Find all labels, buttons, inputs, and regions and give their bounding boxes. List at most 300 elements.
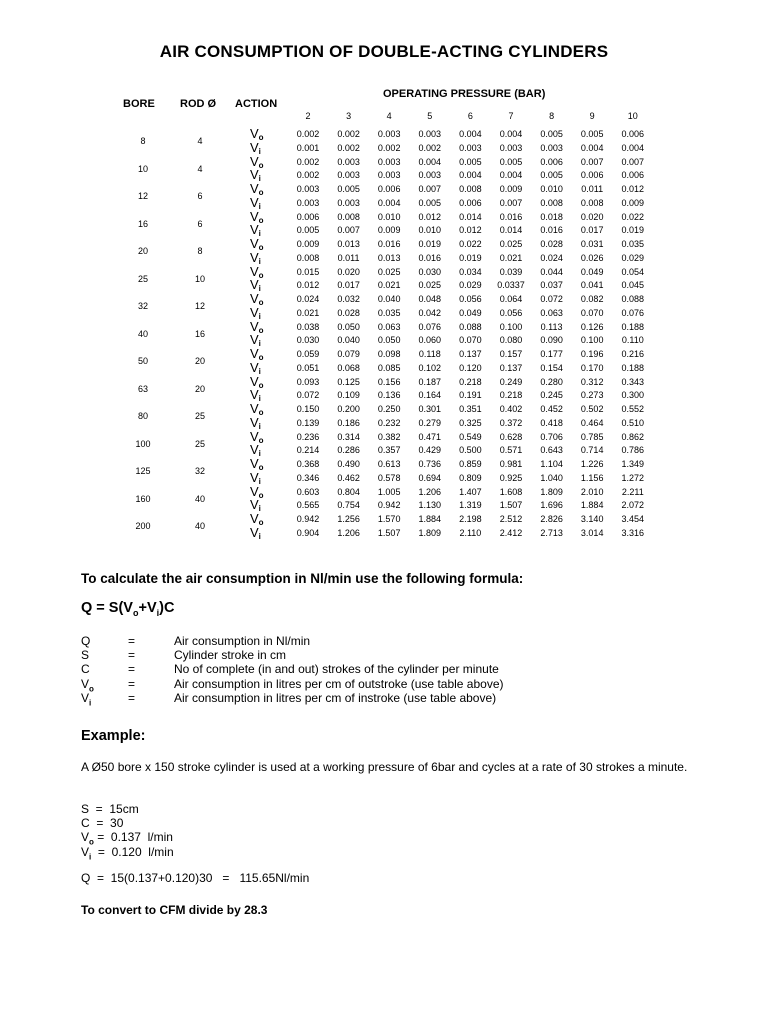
table-cell: 0.025 bbox=[418, 280, 442, 291]
instroke-row bbox=[250, 526, 670, 540]
table-cell: 0.004 bbox=[377, 197, 401, 208]
rod-cell: 40 bbox=[194, 521, 205, 531]
table-cell: 1.156 bbox=[580, 472, 604, 483]
example-symbol: S bbox=[81, 802, 90, 816]
table-cell: 0.603 bbox=[296, 486, 320, 497]
table-cell: 0.038 bbox=[296, 321, 320, 332]
table-cell: 0.002 bbox=[377, 142, 401, 153]
table-cell: 0.021 bbox=[499, 252, 523, 263]
formula bbox=[81, 600, 174, 618]
bore-cell: 63 bbox=[137, 383, 148, 394]
action-sub: o bbox=[258, 215, 264, 225]
bore-cell: 80 bbox=[137, 411, 148, 421]
example-subscript: o bbox=[89, 837, 94, 847]
table-cell: 0.010 bbox=[418, 225, 442, 236]
example-symbol: V bbox=[81, 830, 90, 845]
table-cell: 0.054 bbox=[621, 266, 645, 277]
table-cell: 0.003 bbox=[377, 129, 401, 139]
table-cell: 1.809 bbox=[418, 527, 442, 538]
table-cell: 0.001 bbox=[296, 142, 320, 153]
table-cell: 1.040 bbox=[540, 472, 563, 483]
action-sub: i bbox=[258, 531, 261, 541]
table-row-group bbox=[120, 265, 660, 293]
example-symbol: V bbox=[81, 844, 90, 859]
table-cell: 0.004 bbox=[499, 170, 523, 181]
table-cell: 0.003 bbox=[337, 170, 360, 181]
table-cell: 0.170 bbox=[580, 362, 604, 373]
table-cell: 0.754 bbox=[337, 500, 360, 511]
definition-letter: Q bbox=[81, 634, 91, 648]
table-cell: 0.040 bbox=[377, 294, 401, 304]
table-cell: 0.040 bbox=[337, 335, 360, 346]
formula-suffix: )C bbox=[159, 600, 175, 616]
table-row-group bbox=[120, 237, 660, 265]
table-cell: 0.088 bbox=[621, 294, 645, 304]
outstroke-row bbox=[250, 402, 670, 416]
bore-cell: 16 bbox=[137, 218, 148, 229]
bore-cell: 10 bbox=[137, 163, 148, 174]
table-cell: 0.164 bbox=[418, 390, 442, 401]
table-cell: 0.120 bbox=[459, 362, 482, 373]
table-cell: 0.007 bbox=[418, 184, 442, 194]
table-cell: 0.003 bbox=[337, 197, 360, 208]
example-text: A Ø50 bore x 150 stroke cylinder is used at a working pressure of 6bar and cycles at a rate of 30 strokes a minute. bbox=[81, 760, 688, 774]
action-v: V bbox=[250, 359, 259, 375]
table-cell: 1.809 bbox=[540, 486, 563, 497]
table-cell: 0.021 bbox=[377, 280, 401, 291]
table-cell: 0.024 bbox=[296, 294, 320, 304]
table-cell: 0.156 bbox=[377, 376, 401, 387]
table-cell: 0.070 bbox=[459, 335, 482, 346]
table-cell: 0.188 bbox=[621, 321, 645, 332]
instroke-row bbox=[250, 168, 670, 182]
table-cell: 3.316 bbox=[621, 527, 645, 538]
table-cell: 0.051 bbox=[296, 362, 320, 373]
table-cell: 0.312 bbox=[580, 376, 604, 387]
table-cell: 0.088 bbox=[459, 321, 482, 332]
table-cell: 0.200 bbox=[337, 404, 360, 414]
action-v: V bbox=[250, 153, 259, 169]
table-cell: 0.030 bbox=[296, 335, 320, 346]
bore-cell: 8 bbox=[140, 136, 146, 146]
example-value-text: = 30 bbox=[89, 816, 124, 831]
pressure-value-10: 10 bbox=[627, 111, 638, 121]
table-cell: 0.002 bbox=[296, 129, 320, 139]
table-cell: 0.177 bbox=[540, 349, 563, 359]
table-cell: 0.109 bbox=[337, 390, 360, 401]
table-cell: 0.050 bbox=[377, 335, 401, 346]
table-cell: 0.925 bbox=[499, 472, 523, 483]
table-cell: 0.249 bbox=[499, 376, 523, 387]
table-cell: 0.007 bbox=[580, 156, 604, 167]
table-cell: 0.250 bbox=[377, 404, 401, 414]
action-v: V bbox=[250, 483, 259, 499]
table-cell: 0.154 bbox=[540, 362, 563, 373]
table-cell: 0.006 bbox=[296, 211, 320, 222]
table-cell: 0.050 bbox=[337, 321, 360, 332]
table-cell: 0.037 bbox=[540, 280, 563, 291]
table-cell: 1.884 bbox=[418, 514, 442, 524]
table-row-group bbox=[120, 402, 660, 430]
table-cell: 2.110 bbox=[459, 527, 482, 538]
table-cell: 0.072 bbox=[296, 390, 320, 401]
table-cell: 0.859 bbox=[459, 459, 482, 469]
table-cell: 0.008 bbox=[459, 184, 482, 194]
table-cell: 0.012 bbox=[418, 211, 442, 222]
table-cell: 0.003 bbox=[296, 184, 320, 194]
table-cell: 0.049 bbox=[580, 266, 604, 277]
table-cell: 0.351 bbox=[459, 404, 482, 414]
definition-subscript: i bbox=[89, 698, 92, 708]
table-cell: 0.628 bbox=[499, 431, 523, 442]
outstroke-row bbox=[250, 237, 670, 251]
table-cell: 0.006 bbox=[621, 129, 645, 139]
table-cell: 0.136 bbox=[377, 390, 401, 401]
action-sub: o bbox=[258, 243, 264, 252]
outstroke-row bbox=[250, 265, 670, 279]
table-cell: 0.008 bbox=[540, 197, 563, 208]
table-cell: 0.126 bbox=[580, 321, 604, 332]
table-cell: 0.015 bbox=[296, 266, 320, 277]
table-row-group bbox=[120, 512, 660, 540]
table-cell: 0.003 bbox=[377, 170, 401, 181]
table-cell: 0.063 bbox=[540, 307, 563, 318]
pressure-value-4: 4 bbox=[386, 111, 392, 121]
table-cell: 0.005 bbox=[540, 129, 563, 139]
action-v: V bbox=[250, 208, 259, 224]
table-cell: 1.507 bbox=[377, 527, 401, 538]
table-cell: 0.041 bbox=[580, 280, 604, 291]
table-cell: 0.0337 bbox=[497, 280, 525, 291]
table-cell: 0.007 bbox=[499, 197, 523, 208]
instroke-row bbox=[250, 251, 670, 265]
table-cell: 0.714 bbox=[580, 445, 604, 456]
table-cell: 0.137 bbox=[499, 362, 523, 373]
table-cell: 0.343 bbox=[621, 376, 645, 387]
action-sub: o bbox=[258, 435, 264, 445]
action-v: V bbox=[250, 469, 259, 485]
definition-equals: = bbox=[128, 648, 136, 663]
table-cell: 0.809 bbox=[459, 472, 482, 483]
action-v: V bbox=[250, 332, 259, 348]
table-cell: 0.013 bbox=[337, 239, 360, 249]
table-cell: 0.002 bbox=[296, 170, 320, 181]
table-cell: 0.030 bbox=[418, 266, 442, 277]
rod-cell: 10 bbox=[194, 273, 205, 284]
table-cell: 0.862 bbox=[621, 431, 645, 442]
pressure-value-2: 2 bbox=[305, 111, 311, 121]
table-cell: 0.736 bbox=[418, 459, 442, 469]
definition-letter: V bbox=[81, 676, 90, 691]
table-cell: 0.060 bbox=[418, 335, 442, 346]
table-cell: 0.032 bbox=[337, 294, 360, 304]
instroke-row bbox=[250, 471, 670, 485]
table-row-group bbox=[120, 127, 660, 155]
table-cell: 3.140 bbox=[580, 514, 604, 524]
action-v: V bbox=[250, 497, 259, 513]
bore-cell: 50 bbox=[137, 356, 148, 366]
example-heading: Example: bbox=[81, 728, 146, 744]
table-cell: 0.125 bbox=[337, 376, 360, 387]
table-cell: 0.218 bbox=[459, 376, 482, 387]
formula-sub-i: i bbox=[156, 607, 160, 618]
table-cell: 0.006 bbox=[459, 197, 482, 208]
rod-cell: 32 bbox=[194, 466, 205, 476]
table-cell: 2.412 bbox=[499, 527, 523, 538]
table-cell: 0.028 bbox=[540, 239, 563, 249]
table-cell: 1.407 bbox=[459, 486, 482, 497]
outstroke-row bbox=[250, 457, 670, 471]
consumption-table bbox=[120, 127, 660, 540]
table-cell: 0.076 bbox=[418, 321, 442, 332]
table-row-group bbox=[120, 210, 660, 238]
table-cell: 0.003 bbox=[418, 170, 442, 181]
table-cell: 0.010 bbox=[377, 211, 401, 222]
table-cell: 0.005 bbox=[580, 129, 604, 139]
outstroke-row bbox=[250, 292, 670, 306]
table-cell: 0.280 bbox=[540, 376, 563, 387]
table-cell: 0.016 bbox=[377, 239, 401, 249]
example-value-text: = 0.120 l/min bbox=[91, 844, 174, 859]
table-cell: 0.020 bbox=[580, 211, 604, 222]
table-cell: 0.009 bbox=[621, 197, 645, 208]
table-cell: 0.273 bbox=[580, 390, 604, 401]
action-sub: i bbox=[258, 504, 261, 514]
instroke-row bbox=[250, 443, 670, 457]
example-values bbox=[81, 802, 174, 859]
table-row-group bbox=[120, 292, 660, 320]
outstroke-row bbox=[250, 375, 670, 389]
table-cell: 0.785 bbox=[580, 431, 604, 442]
table-cell: 0.429 bbox=[418, 445, 442, 456]
table-cell: 0.245 bbox=[540, 390, 563, 401]
table-cell: 0.011 bbox=[337, 252, 360, 263]
definition-equals: = bbox=[128, 634, 136, 648]
definition-text: Air consumption in litres per cm of outstroke (use table above) bbox=[174, 676, 504, 691]
table-cell: 1.884 bbox=[580, 500, 604, 511]
table-cell: 0.187 bbox=[418, 376, 442, 387]
action-v: V bbox=[250, 236, 259, 251]
table-cell: 0.005 bbox=[337, 184, 360, 194]
action-sub: i bbox=[258, 201, 261, 211]
table-cell: 1.005 bbox=[377, 486, 401, 497]
table-row-group bbox=[120, 155, 660, 183]
table-cell: 0.010 bbox=[540, 184, 563, 194]
table-cell: 0.300 bbox=[621, 390, 645, 401]
action-v: V bbox=[250, 249, 259, 265]
rod-cell: 40 bbox=[194, 493, 205, 504]
table-cell: 0.006 bbox=[540, 156, 563, 167]
table-cell: 0.048 bbox=[418, 294, 442, 304]
action-v: V bbox=[250, 167, 259, 183]
rod-cell: 25 bbox=[194, 411, 205, 421]
action-v: V bbox=[250, 291, 259, 306]
table-cell: 0.008 bbox=[337, 211, 360, 222]
action-v: V bbox=[250, 456, 259, 471]
table-cell: 0.418 bbox=[540, 417, 563, 428]
table-cell: 0.006 bbox=[377, 184, 401, 194]
table-cell: 0.070 bbox=[580, 307, 604, 318]
table-cell: 1.570 bbox=[377, 514, 401, 524]
table-cell: 3.454 bbox=[621, 514, 645, 524]
action-v: V bbox=[250, 442, 259, 458]
table-cell: 0.009 bbox=[296, 239, 320, 249]
table-cell: 2.826 bbox=[540, 514, 563, 524]
rod-cell: 16 bbox=[194, 328, 205, 339]
action-v: V bbox=[250, 263, 259, 279]
bore-cell: 160 bbox=[135, 493, 151, 504]
table-cell: 2.198 bbox=[459, 514, 482, 524]
action-sub: o bbox=[258, 298, 264, 307]
table-cell: 0.981 bbox=[499, 459, 523, 469]
action-sub: o bbox=[258, 188, 264, 197]
action-sub: i bbox=[258, 229, 261, 239]
table-cell: 0.113 bbox=[540, 321, 563, 332]
table-cell: 0.102 bbox=[418, 362, 442, 373]
pressure-value-7: 7 bbox=[508, 111, 514, 121]
action-sub: i bbox=[258, 311, 261, 321]
action-v: V bbox=[250, 387, 259, 403]
action-v: V bbox=[250, 318, 259, 334]
definition-subscript: o bbox=[89, 683, 94, 693]
table-cell: 0.045 bbox=[621, 280, 645, 291]
outstroke-row bbox=[250, 210, 670, 224]
table-cell: 0.009 bbox=[377, 225, 401, 236]
table-cell: 0.025 bbox=[377, 266, 401, 277]
table-cell: 0.490 bbox=[337, 459, 360, 469]
table-cell: 0.021 bbox=[296, 307, 320, 318]
rod-cell: 6 bbox=[197, 191, 203, 201]
table-cell: 0.031 bbox=[580, 239, 604, 249]
action-sub: o bbox=[258, 490, 264, 500]
bore-cell: 125 bbox=[135, 466, 151, 476]
instroke-row bbox=[250, 416, 670, 430]
rod-cell: 4 bbox=[197, 136, 203, 146]
table-cell: 0.009 bbox=[499, 184, 523, 194]
table-cell: 0.059 bbox=[296, 349, 320, 359]
action-v: V bbox=[250, 414, 259, 430]
table-cell: 0.137 bbox=[459, 349, 482, 359]
instroke-row bbox=[250, 196, 670, 210]
outstroke-row bbox=[250, 155, 670, 169]
table-cell: 0.186 bbox=[337, 417, 360, 428]
table-cell: 0.049 bbox=[459, 307, 482, 318]
table-cell: 0.008 bbox=[580, 197, 604, 208]
rod-cell: 25 bbox=[194, 438, 205, 449]
table-cell: 0.098 bbox=[377, 349, 401, 359]
table-cell: 0.063 bbox=[377, 321, 401, 332]
action-header: ACTION bbox=[235, 98, 278, 110]
action-sub: i bbox=[258, 449, 261, 459]
definition-text: Air consumption in Nl/min bbox=[174, 634, 311, 648]
table-cell: 0.028 bbox=[337, 307, 360, 318]
table-cell: 0.694 bbox=[418, 472, 442, 483]
table-cell: 1.319 bbox=[459, 500, 482, 511]
table-cell: 0.500 bbox=[459, 445, 482, 456]
rod-cell: 20 bbox=[194, 356, 205, 366]
table-cell: 0.019 bbox=[418, 239, 442, 249]
table-cell: 0.464 bbox=[580, 417, 604, 428]
rod-header: ROD Ø bbox=[180, 98, 217, 110]
outstroke-row bbox=[250, 320, 670, 334]
bore-cell: 20 bbox=[137, 246, 148, 256]
table-cell: 0.004 bbox=[418, 156, 442, 167]
pressure-header: OPERATING PRESSURE (BAR) bbox=[383, 88, 546, 100]
table-cell: 0.002 bbox=[296, 156, 320, 167]
pressure-value-8: 8 bbox=[549, 111, 555, 121]
table-cell: 2.010 bbox=[580, 486, 604, 497]
table-cell: 0.110 bbox=[621, 335, 644, 346]
action-v: V bbox=[250, 139, 259, 155]
table-cell: 0.286 bbox=[337, 445, 360, 456]
table-cell: 0.216 bbox=[621, 349, 645, 359]
table-cell: 1.507 bbox=[499, 500, 523, 511]
example-value-row bbox=[81, 816, 174, 830]
example-calculation: Q = 15(0.137+0.120)30 = 115.65Nl/min bbox=[81, 871, 310, 885]
action-sub: i bbox=[258, 394, 261, 404]
action-sub: i bbox=[258, 146, 261, 156]
table-cell: 0.007 bbox=[621, 156, 645, 167]
table-cell: 0.018 bbox=[540, 211, 563, 222]
table-cell: 0.014 bbox=[459, 211, 482, 222]
table-cell: 0.578 bbox=[377, 472, 401, 483]
table-cell: 0.017 bbox=[337, 280, 360, 291]
table-cell: 0.325 bbox=[459, 417, 482, 428]
table-cell: 0.942 bbox=[377, 500, 401, 511]
table-cell: 0.372 bbox=[499, 417, 523, 428]
action-sub: o bbox=[258, 270, 264, 280]
table-row-group bbox=[120, 485, 660, 513]
action-sub: i bbox=[258, 339, 261, 349]
action-sub: i bbox=[258, 284, 261, 294]
table-cell: 0.008 bbox=[296, 252, 320, 263]
table-cell: 0.118 bbox=[418, 349, 441, 359]
instroke-row bbox=[250, 388, 670, 402]
table-cell: 0.786 bbox=[621, 445, 645, 456]
outstroke-row bbox=[250, 485, 670, 499]
table-cell: 0.019 bbox=[459, 252, 482, 263]
definition-text: Air consumption in litres per cm of instroke (use table above) bbox=[174, 690, 497, 705]
table-cell: 0.100 bbox=[499, 321, 523, 332]
action-sub: i bbox=[258, 256, 261, 266]
table-cell: 0.012 bbox=[621, 184, 645, 194]
outstroke-row bbox=[250, 430, 670, 444]
table-cell: 0.090 bbox=[540, 335, 563, 346]
table-cell: 1.256 bbox=[337, 514, 360, 524]
table-cell: 0.314 bbox=[337, 431, 360, 442]
table-cell: 1.206 bbox=[337, 527, 360, 538]
action-v: V bbox=[250, 511, 259, 526]
example-value-text: = 15cm bbox=[89, 802, 139, 816]
table-cell: 1.226 bbox=[580, 459, 604, 469]
example-subscript: i bbox=[89, 851, 92, 861]
table-cell: 0.012 bbox=[296, 280, 320, 291]
table-cell: 0.044 bbox=[540, 266, 563, 277]
table-cell: 1.349 bbox=[621, 459, 645, 469]
table-cell: 0.004 bbox=[621, 142, 645, 153]
example-value-text: = 0.137 l/min bbox=[93, 830, 173, 845]
table-cell: 0.452 bbox=[540, 404, 563, 414]
definition-equals: = bbox=[128, 690, 136, 705]
definition-letter: V bbox=[81, 690, 90, 705]
table-cell: 0.357 bbox=[377, 445, 401, 456]
definition-equals: = bbox=[128, 662, 136, 677]
table-cell: 0.643 bbox=[540, 445, 563, 456]
table-cell: 0.549 bbox=[459, 431, 482, 442]
table-cell: 0.706 bbox=[540, 431, 563, 442]
table-cell: 0.005 bbox=[296, 225, 320, 236]
table-cell: 0.064 bbox=[499, 294, 523, 304]
